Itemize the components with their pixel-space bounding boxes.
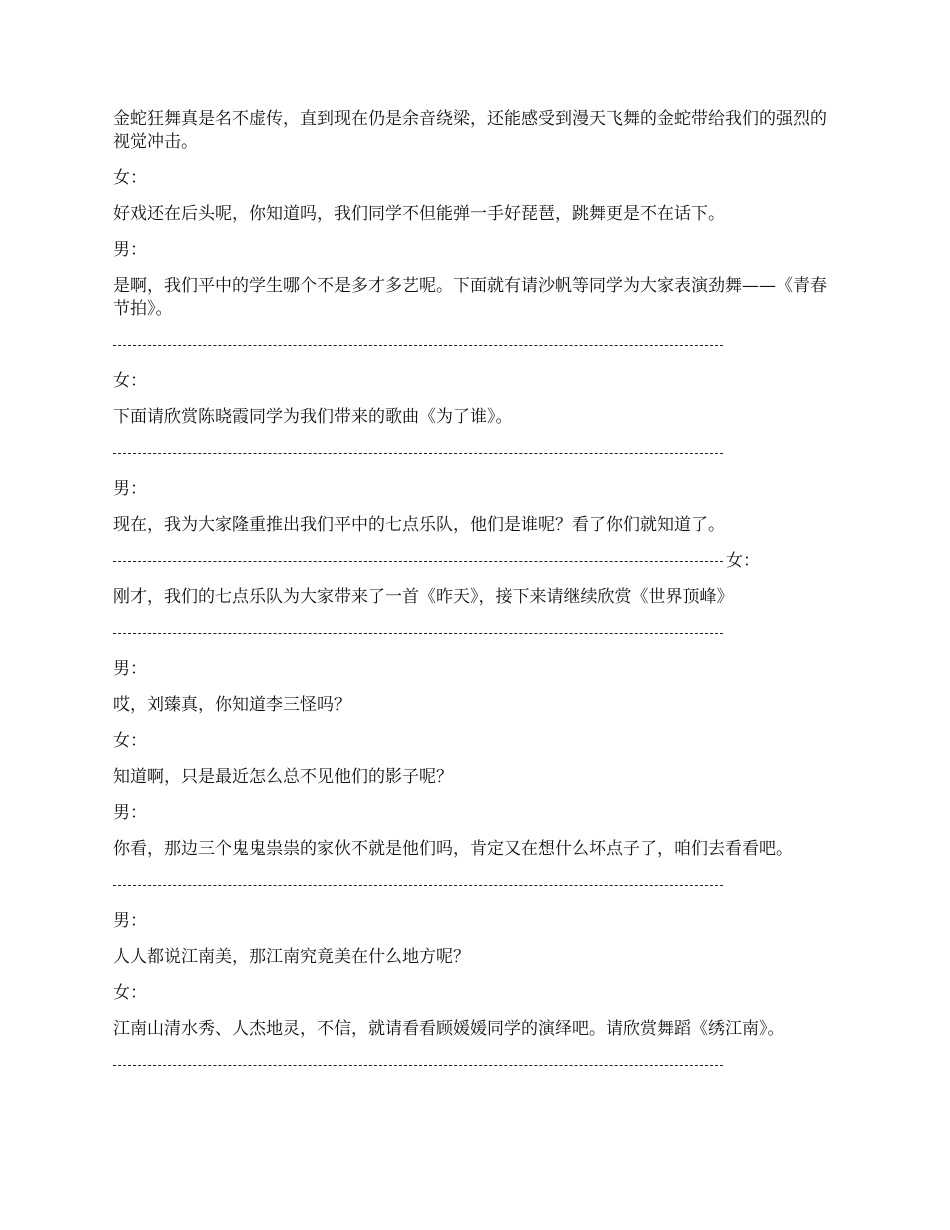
paragraph: 江南山清水秀、人杰地灵，不信，就请看看顾媛媛同学的演绎吧。请欣赏舞蹈《绣江南》。 [113, 1019, 785, 1039]
paragraph: 现在，我为大家隆重推出我们平中的七点乐队，他们是谁呢？看了你们就知道了。 [113, 515, 725, 535]
section-divider [113, 442, 841, 465]
section-divider [113, 622, 841, 645]
paragraph: 刚才，我们的七点乐队为大家带来了一首《昨天》，接下来请继续欣赏《世界顶峰》 [113, 587, 734, 607]
dash-line [113, 633, 723, 634]
speaker-label: 男： [113, 803, 147, 823]
speaker-label: 女： [726, 551, 760, 571]
speaker-label: 男： [113, 240, 147, 260]
section-divider [113, 874, 841, 897]
speaker-label: 男： [113, 479, 147, 499]
paragraph: 你看，那边三个鬼鬼祟祟的家伙不就是他们吗，肯定又在想什么坏点子了，咱们去看看吧。 [113, 839, 793, 859]
paragraph: 好戏还在后头呢，你知道吗，我们同学不但能弹一手好琵琶，跳舞更是不在话下。 [113, 204, 725, 224]
section-divider [113, 550, 841, 573]
document-body [113, 108, 841, 1090]
dash-line [113, 1065, 723, 1066]
paragraph: 是啊，我们平中的学生哪个不是多才多艺呢。下面就有请沙帆等同学为大家表演劲舞——《青春节拍》。 [113, 276, 827, 319]
dash-line [113, 453, 723, 454]
paragraph: 金蛇狂舞真是名不虚传，直到现在仍是余音绕梁，还能感受到漫天飞舞的金蛇带给我们的强烈的视觉冲击。 [113, 109, 827, 152]
speaker-label: 女： [113, 371, 147, 391]
speaker-label: 男： [113, 659, 147, 679]
speaker-label: 女： [113, 168, 147, 188]
speaker-label: 女： [113, 731, 147, 751]
paragraph: 哎，刘臻真，你知道李三怪吗？ [113, 695, 351, 715]
paragraph: 下面请欣赏陈晓霞同学为我们带来的歌曲《为了谁》。 [113, 407, 513, 427]
dash-line [113, 561, 723, 562]
paragraph: 知道啊，只是最近怎么总不见他们的影子呢？ [113, 767, 453, 787]
dash-line [113, 885, 723, 886]
section-divider [113, 334, 841, 357]
dash-line [113, 345, 723, 346]
paragraph: 人人都说江南美，那江南究竟美在什么地方呢？ [113, 947, 470, 967]
speaker-label: 女： [113, 983, 147, 1003]
section-divider [113, 1054, 841, 1077]
speaker-label: 男： [113, 911, 147, 931]
